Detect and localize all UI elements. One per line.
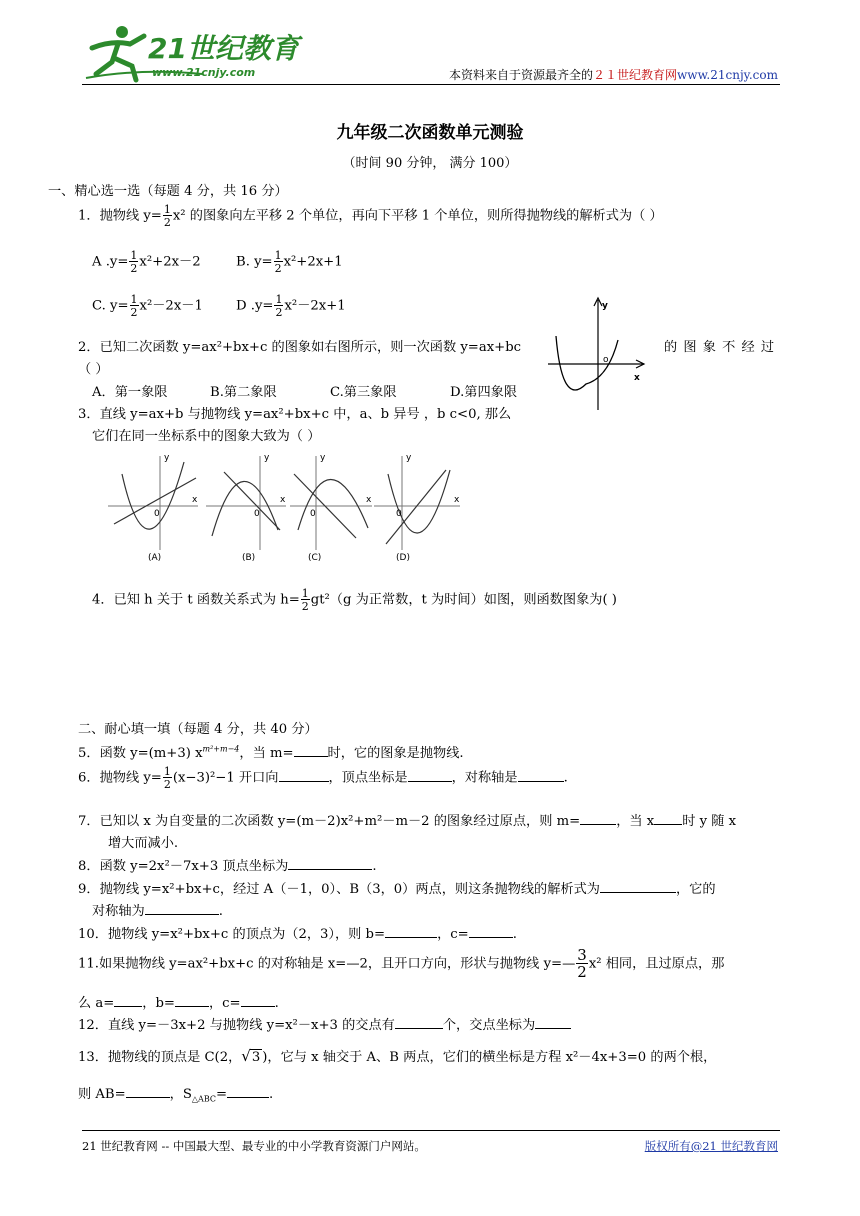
q2-axis-y-label: y [602,301,608,311]
q3-option-graphs [104,450,464,568]
q7-blank-x[interactable] [654,812,682,825]
q2-axis-x-label: x [634,373,640,383]
svg-text:x: x [280,495,286,505]
footer-rule [82,1130,780,1131]
q10-blank-b[interactable] [385,925,437,938]
q1-option-c[interactable]: C. y= $\frac{1}{2}$ x²－2x－1 [92,293,203,319]
q11-blank-b[interactable] [175,994,209,1007]
svg-text:0: 0 [154,509,160,519]
question-3-line2: 它们在同一坐标系中的图象大致为（ ） [92,429,321,444]
q2-option-c[interactable]: C.第三象限 [330,385,397,400]
q2-option-b[interactable]: B.第二象限 [210,385,277,400]
q8-blank[interactable] [288,857,372,870]
question-5: 5．函数 y=(m+3) $x^{m^2+m-4}$，当 m= 时，它的图象是抛物线. [78,744,464,761]
header-rule [82,84,780,85]
question-7: 7．已知以 x 为自变量的二次函数 y=(m－2)x²+m²－m－2 的图象经过原点，则 m= ，当 x 时 y 随 x [78,814,737,829]
footer-copyright-link[interactable]: 版权所有@21 世纪教育网 [644,1139,778,1153]
q7-blank-m[interactable] [580,812,616,825]
fraction: $\frac{1}{2}$ [163,203,171,229]
q9-blank-expr[interactable] [600,880,676,893]
question-10: 10．抛物线 y=x²+bx+c 的顶点为（2，3），则 b= ，c= . [78,927,517,942]
page-subtitle: （时间 90 分钟， 满分 100） [342,156,518,171]
svg-text:y: y [164,453,170,463]
question-11-cont: 么 a= ，b= ，c= . [78,996,279,1011]
question-2: 2．已知二次函数 y=ax²+bx+c 的图象如右图所示，则一次函数 y=ax+bc [78,340,522,355]
question-8: 8．函数 y=2x²－7x+3 顶点坐标为 . [78,859,377,874]
q10-blank-c[interactable] [469,925,513,938]
q5-blank[interactable] [294,744,328,757]
question-3-line1: 3．直线 y=ax+b 与抛物线 y=ax²+bx+c 中，a、b 异号 ，b c<0, 那么 [78,407,512,422]
q9-blank-axis[interactable] [145,902,219,915]
q6-blank-axis[interactable] [518,769,564,782]
q3-graph-a[interactable] [108,453,198,563]
q1-option-b[interactable]: B. y= $\frac{1}{2}$ x²+2x+1 [236,249,343,275]
q3-label-d: (D) [396,553,410,563]
q1-option-d[interactable]: D .y= $\frac{1}{2}$ x²－2x+1 [236,293,346,319]
q12-blank-points[interactable] [535,1016,571,1029]
svg-text:y: y [264,453,270,463]
svg-text:0: 0 [254,509,260,519]
question-4: 4．已知 h 关于 t 函数关系式为 h= $\frac{1}{2}$ gt²（g 为正常数，t 为时间）如图，则函数图象为( ) [92,587,617,613]
svg-text:x: x [366,495,372,505]
question-12: 12．直线 y=－3x+2 与抛物线 y=x²－x+3 的交点有 个，交点坐标为 [78,1014,571,1033]
q3-graph-b[interactable] [206,453,286,563]
q11-blank-c[interactable] [241,994,275,1007]
q11-blank-a[interactable] [114,994,142,1007]
svg-text:y: y [320,453,326,463]
question-9-cont: 对称轴为 . [92,904,223,919]
question-2-paren: （ ） [78,362,109,377]
svg-text:0: 0 [396,509,402,519]
page-title: 九年级二次函数单元测验 [336,123,524,143]
header-note-url[interactable]: www.21cnjy.com [677,68,778,82]
logo-url-text: www.21cnjy.com [152,66,256,79]
header-note [449,66,778,83]
svg-text:y: y [406,453,412,463]
logo-text: 21世纪教育 [148,32,299,65]
q2-origin-label: o [603,355,609,365]
svg-text:x: x [192,495,198,505]
q6-blank-direction[interactable] [279,769,329,782]
question-9: 9．抛物线 y=x²+bx+c，经过 A（－1，0）、B（3，0）两点，则这条抛物线的解析式为 ，它的 [78,882,716,897]
q13-blank-ab[interactable] [126,1085,170,1098]
footer-text: 21 世纪教育网 -- 中国最大型、最专业的中小学教育资源门户网站。 [82,1139,426,1153]
q2-option-d[interactable]: D.第四象限 [450,385,518,400]
q6-blank-vertex[interactable] [408,769,452,782]
question-13: 13．抛物线的顶点是 C(2，√3 )，它与 x 轴交于 A、B 两点，它们的横坐标是方程 x²－4x+3=0 的两个根， [78,1047,717,1065]
q3-label-c: (C) [308,553,322,563]
section1-heading: 一、精心选一选（每题 4 分，共 16 分） [48,184,288,199]
svg-text:0: 0 [310,509,316,519]
q2-option-a[interactable]: A．第一象限 [92,385,168,400]
q2-parabola-graph [548,292,658,414]
question-1: 1．抛物线 y= $\frac{1}{2}$ x² 的图象向左平移 2 个单位，再向下平移 1 个单位，则所得抛物线的解析式为（ ） [78,203,663,229]
q3-label-a: (A) [148,553,162,563]
q3-label-b: (B) [242,553,256,563]
svg-text:x: x [454,495,460,505]
question-11: 11.如果抛物线 y=ax²+bx+c 的对称轴是 x=—2，且开口方向，形状与抛物线 y=— $\frac{3}{2}$ x² 相同，且过原点，那 [78,946,725,981]
question-6: 6．抛物线 y= $\frac{1}{2}$ (x−3)²−1 开口向 ，顶点坐标是 ，对称轴是 . [78,765,568,791]
question-2-tail: 的 图 象 不 经 过 [664,340,775,355]
site-logo [82,18,299,86]
question-7-cont: 增大而减小. [108,836,179,851]
q1-option-a[interactable]: A .y= $\frac{1}{2}$ x²+2x－2 [92,249,201,275]
q13-blank-area[interactable] [227,1085,269,1098]
section2-heading: 二、耐心填一填（每题 4 分，共 40 分） [78,722,318,737]
q12-blank-count[interactable] [395,1016,443,1029]
q3-graph-c[interactable] [290,453,372,563]
question-13-cont: 则 AB= ，$S_{\triangle ABC}=$ . [78,1087,274,1104]
header-note-site[interactable]: ２１世纪教育网 [593,68,678,82]
q3-graph-d[interactable] [374,453,460,563]
header-note-prefix: 本资料来自于资源最齐全的 [449,68,594,82]
